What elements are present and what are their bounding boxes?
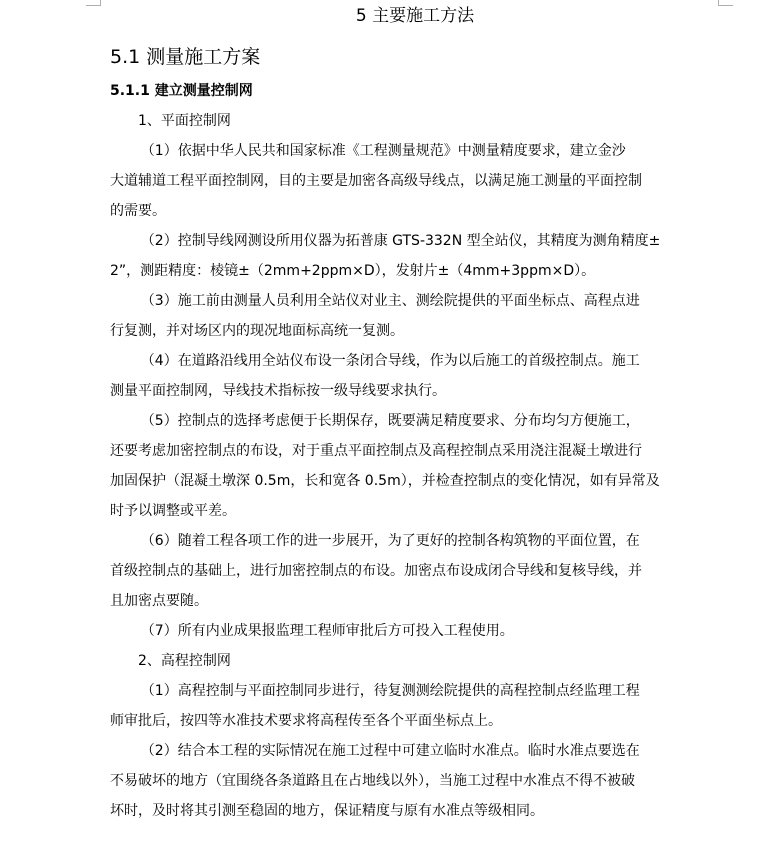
line: 行复测，并对场区内的现况地面标高统一复测。: [110, 323, 404, 339]
line: 大道辅道工程平面控制网，目的主要是加密各高级导线点，以满足施工测量的平面控制: [110, 173, 642, 189]
line: （6）随着工程各项工作的进一步展开，为了更好的控制各构筑物的平面位置，在: [140, 533, 640, 549]
line: 时予以调整或平差。: [110, 503, 236, 519]
paragraph-1-5: [110, 406, 720, 526]
line: （3）施工前由测量人员利用全站仪对业主、测绘院提供的平面坐标点、高程点进: [140, 293, 640, 309]
chapter-title: 5 主要施工方法: [355, 6, 475, 26]
line: （7）所有内业成果报监理工程师审批后方可投入工程使用。: [140, 623, 514, 639]
line: 的需要。: [110, 203, 166, 219]
line: （1）依据中华人民共和国家标准《工程测量规范》中测量精度要求，建立金沙: [140, 143, 626, 159]
line: （1）高程控制与平面控制同步进行，待复测测绘院提供的高程控制点经监理工程: [140, 683, 640, 699]
paragraph-1-7: [110, 616, 720, 646]
page-corner-mark-right: [718, 0, 733, 6]
line: 且加密点要随。: [110, 593, 208, 609]
line: 首级控制点的基础上，进行加密控制点的布设。加密点布设成闭合导线和复核导线，并: [110, 563, 642, 579]
paragraph-2-1: [110, 676, 720, 736]
line: （2）结合本工程的实际情况在施工过程中可建立临时水准点。临时水准点要选在: [140, 743, 640, 759]
line: 师审批后，按四等水准技术要求将高程传至各个平面坐标点上。: [110, 713, 502, 729]
section-title: 5.1 测量施工方案: [110, 46, 261, 68]
paragraph-1-6: [110, 526, 720, 616]
line: （5）控制点的选择考虑便于长期保存，既要满足精度要求、分布均匀方便施工，: [140, 413, 640, 429]
line: 2”，测距精度：棱镜±（2mm+2ppm×D），发射片±（4mm+3ppm×D）。: [110, 263, 596, 279]
line: 还要考虑加密控制点的布设，对于重点平面控制点及高程控制点采用浇注混凝土墩进行: [110, 443, 642, 459]
line: （4）在道路沿线用全站仪布设一条闭合导线，作为以后施工的首级控制点。施工: [140, 353, 640, 369]
line: 测量平面控制网，导线技术指标按一级导线要求执行。: [110, 383, 446, 399]
paragraph-1-2: [110, 226, 720, 286]
paragraph-2-2: [110, 736, 720, 826]
subsection-title: 5.1.1 建立测量控制网: [110, 83, 253, 99]
paragraph-1-4: [110, 346, 720, 406]
line: 坏时，及时将其引测至稳固的地方，保证精度与原有水准点等级相同。: [110, 803, 544, 819]
part2-title: 2、高程控制网: [138, 653, 231, 669]
paragraph-1-3: [110, 286, 720, 346]
line: 不易破坏的地方（宜围绕各条道路且在占地线以外），当施工过程中水准点不得不被破: [110, 773, 635, 789]
page-corner-mark-left: [86, 0, 101, 6]
line: 加固保护（混凝土墩深 0.5m，长和宽各 0.5m），并检查控制点的变化情况，如有异常及: [110, 473, 660, 489]
paragraph-1-1: [110, 136, 720, 226]
document-page: [110, 2, 720, 826]
part1-title: 1、平面控制网: [138, 113, 231, 129]
line: （2）控制导线网测设所用仪器为拓普康 GTS-332N 型全站仪，其精度为测角精度±: [140, 233, 661, 249]
